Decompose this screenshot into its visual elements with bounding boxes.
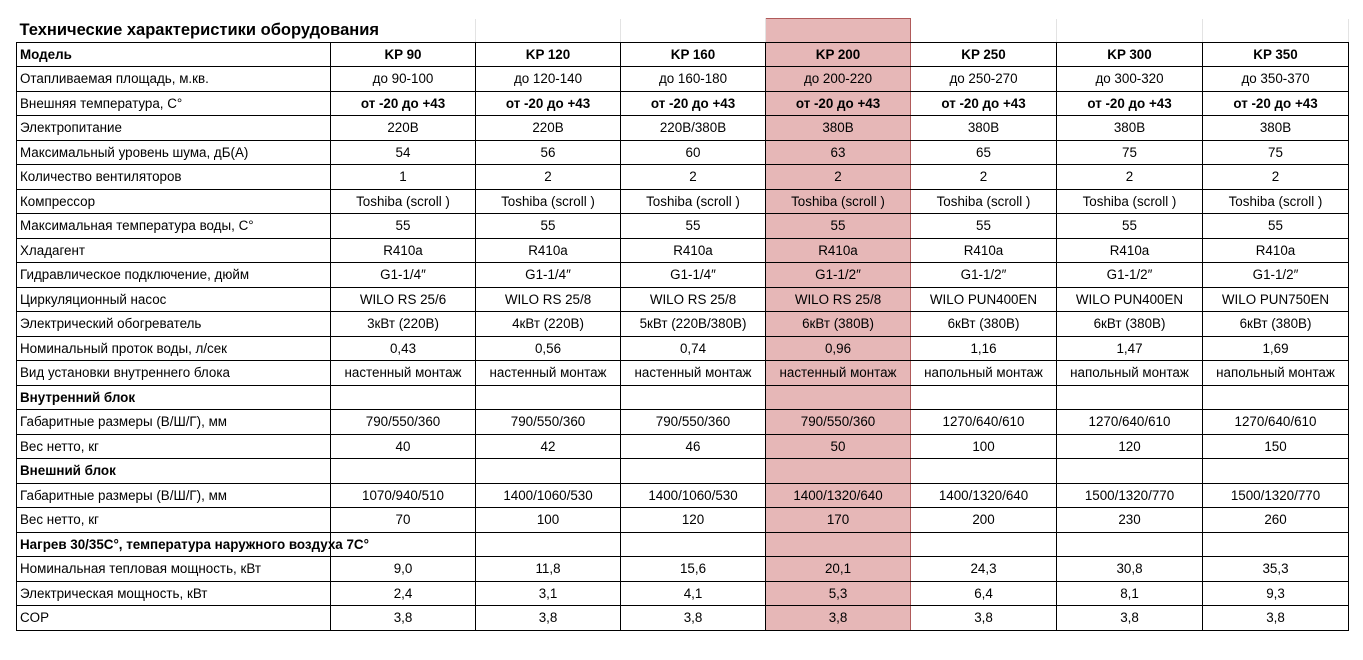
table-cell: 75 xyxy=(1057,140,1203,165)
row-label: Габаритные размеры (В/Ш/Г), мм xyxy=(17,483,331,508)
row-label: Электрическая мощность, кВт xyxy=(17,581,331,606)
empty-cell xyxy=(766,385,911,410)
table-cell: 260 xyxy=(1203,508,1349,533)
title-row xyxy=(17,19,1349,43)
empty-cell xyxy=(1057,19,1203,43)
empty-cell xyxy=(621,532,766,557)
table-cell: 6кВт (380В) xyxy=(1057,312,1203,337)
table-cell: до 200-220 xyxy=(766,67,911,92)
row-label: Вид установки внутреннего блока xyxy=(17,361,331,386)
table-cell: Toshiba (scroll ) xyxy=(1203,189,1349,214)
model-header-kp-350: KP 350 xyxy=(1203,42,1349,67)
table-cell: 220В xyxy=(476,116,621,141)
table-cell: 790/550/360 xyxy=(331,410,476,435)
empty-cell xyxy=(331,459,476,484)
table-cell: Toshiba (scroll ) xyxy=(621,189,766,214)
table-cell: напольный монтаж xyxy=(1203,361,1349,386)
empty-cell xyxy=(911,532,1057,557)
table-cell: G1-1/4″ xyxy=(476,263,621,288)
table-cell: настенный монтаж xyxy=(766,361,911,386)
row-label: Вес нетто, кг xyxy=(17,508,331,533)
row-label: Компрессор xyxy=(17,189,331,214)
table-cell: 230 xyxy=(1057,508,1203,533)
table-cell: 46 xyxy=(621,434,766,459)
empty-cell xyxy=(911,19,1057,43)
empty-cell xyxy=(476,459,621,484)
empty-cell xyxy=(1203,532,1349,557)
table-cell: WILO RS 25/8 xyxy=(621,287,766,312)
model-header-kp-250: KP 250 xyxy=(911,42,1057,67)
table-cell: 1270/640/610 xyxy=(1057,410,1203,435)
table-cell: 65 xyxy=(911,140,1057,165)
table-cell: от -20 до +43 xyxy=(1203,91,1349,116)
table-cell: 55 xyxy=(621,214,766,239)
empty-cell xyxy=(911,385,1057,410)
empty-cell xyxy=(621,19,766,43)
table-cell: 1270/640/610 xyxy=(1203,410,1349,435)
table-cell: настенный монтаж xyxy=(476,361,621,386)
table-cell: 3,8 xyxy=(476,606,621,631)
table-cell: R410a xyxy=(1057,238,1203,263)
table-cell: 20,1 xyxy=(766,557,911,582)
empty-cell xyxy=(1203,459,1349,484)
table-cell: R410a xyxy=(766,238,911,263)
table-cell: Toshiba (scroll ) xyxy=(766,189,911,214)
table-cell: 1500/1320/770 xyxy=(1057,483,1203,508)
row-label: Габаритные размеры (В/Ш/Г), мм xyxy=(17,410,331,435)
table-cell: 55 xyxy=(331,214,476,239)
table-cell: 56 xyxy=(476,140,621,165)
row-label: Номинальный проток воды, л/сек xyxy=(17,336,331,361)
table-cell: 1400/1320/640 xyxy=(766,483,911,508)
table-cell: 0,74 xyxy=(621,336,766,361)
header-label: Модель xyxy=(17,42,331,67)
table-cell: 55 xyxy=(911,214,1057,239)
empty-cell xyxy=(766,19,911,43)
table-cell: 1500/1320/770 xyxy=(1203,483,1349,508)
table-cell: 4,1 xyxy=(621,581,766,606)
empty-cell xyxy=(911,459,1057,484)
table-cell: 380В xyxy=(911,116,1057,141)
table-cell: G1-1/2″ xyxy=(1057,263,1203,288)
table-row xyxy=(17,434,1349,459)
table-cell: 170 xyxy=(766,508,911,533)
empty-cell xyxy=(766,532,911,557)
table-cell: 6,4 xyxy=(911,581,1057,606)
table-cell: 30,8 xyxy=(1057,557,1203,582)
table-cell: G1-1/2″ xyxy=(1203,263,1349,288)
table-cell: R410a xyxy=(476,238,621,263)
row-label: Электропитание xyxy=(17,116,331,141)
row-label: Циркуляционный насос xyxy=(17,287,331,312)
table-cell: G1-1/4″ xyxy=(331,263,476,288)
table-cell: 790/550/360 xyxy=(766,410,911,435)
empty-cell xyxy=(1057,532,1203,557)
table-row xyxy=(17,508,1349,533)
table-cell: до 300-320 xyxy=(1057,67,1203,92)
table-cell: от -20 до +43 xyxy=(911,91,1057,116)
table-cell: напольный монтаж xyxy=(911,361,1057,386)
table-cell: 50 xyxy=(766,434,911,459)
table-cell: 0,56 xyxy=(476,336,621,361)
table-cell: G1-1/4″ xyxy=(621,263,766,288)
table-row xyxy=(17,483,1349,508)
empty-cell xyxy=(1203,19,1349,43)
table-cell: 1,69 xyxy=(1203,336,1349,361)
table-row xyxy=(17,116,1349,141)
table-cell: 6кВт (380В) xyxy=(911,312,1057,337)
table-cell: 1 xyxy=(331,165,476,190)
row-label: COP xyxy=(17,606,331,631)
table-row xyxy=(17,361,1349,386)
empty-cell xyxy=(1203,385,1349,410)
table-cell: 60 xyxy=(621,140,766,165)
table-cell: 200 xyxy=(911,508,1057,533)
table-cell: 40 xyxy=(331,434,476,459)
table-cell: 0,43 xyxy=(331,336,476,361)
table-cell: 1270/640/610 xyxy=(911,410,1057,435)
table-cell: 8,1 xyxy=(1057,581,1203,606)
table-cell: 5,3 xyxy=(766,581,911,606)
table-cell: Toshiba (scroll ) xyxy=(331,189,476,214)
table-cell: 75 xyxy=(1203,140,1349,165)
section-label: Внутренний блок xyxy=(17,385,331,410)
table-cell: 3кВт (220В) xyxy=(331,312,476,337)
empty-cell xyxy=(476,385,621,410)
table-cell: до 90-100 xyxy=(331,67,476,92)
table-cell: 3,8 xyxy=(1203,606,1349,631)
section-label: Нагрев 30/35С°, температура наружного воздуха 7С° xyxy=(17,532,331,557)
table-cell: 220В/380В xyxy=(621,116,766,141)
table-row xyxy=(17,140,1349,165)
table-cell: 6кВт (380В) xyxy=(1203,312,1349,337)
table-cell: 1070/940/510 xyxy=(331,483,476,508)
row-label: Гидравлическое подключение, дюйм xyxy=(17,263,331,288)
empty-cell xyxy=(1057,385,1203,410)
table-cell: Toshiba (scroll ) xyxy=(476,189,621,214)
empty-cell xyxy=(621,385,766,410)
table-cell: 63 xyxy=(766,140,911,165)
table-cell: 55 xyxy=(1203,214,1349,239)
section-row xyxy=(17,459,1349,484)
section-label: Внешний блок xyxy=(17,459,331,484)
table-cell: 1400/1320/640 xyxy=(911,483,1057,508)
table-cell: от -20 до +43 xyxy=(621,91,766,116)
row-label: Количество вентиляторов xyxy=(17,165,331,190)
table-cell: 220В xyxy=(331,116,476,141)
table-cell: WILO PUN400EN xyxy=(1057,287,1203,312)
row-label: Отапливаемая площадь, м.кв. xyxy=(17,67,331,92)
table-cell: R410a xyxy=(911,238,1057,263)
row-label: Вес нетто, кг xyxy=(17,434,331,459)
table-cell: 3,8 xyxy=(331,606,476,631)
row-label: Электрический обогреватель xyxy=(17,312,331,337)
table-cell: 150 xyxy=(1203,434,1349,459)
row-label: Хладагент xyxy=(17,238,331,263)
table-row xyxy=(17,581,1349,606)
table-cell: 5кВт (220В/380В) xyxy=(621,312,766,337)
table-cell: 6кВт (380В) xyxy=(766,312,911,337)
table-cell: 2 xyxy=(766,165,911,190)
table-cell: 35,3 xyxy=(1203,557,1349,582)
table-row xyxy=(17,410,1349,435)
table-cell: от -20 до +43 xyxy=(331,91,476,116)
table-cell: 42 xyxy=(476,434,621,459)
table-cell: 1,47 xyxy=(1057,336,1203,361)
table-cell: WILO PUN400EN xyxy=(911,287,1057,312)
table-cell: WILO RS 25/8 xyxy=(476,287,621,312)
empty-cell xyxy=(331,385,476,410)
table-cell: WILO RS 25/8 xyxy=(766,287,911,312)
table-cell: 9,3 xyxy=(1203,581,1349,606)
table-cell: до 160-180 xyxy=(621,67,766,92)
table-cell: WILO RS 25/6 xyxy=(331,287,476,312)
header-row xyxy=(17,42,1349,67)
table-cell: до 350-370 xyxy=(1203,67,1349,92)
table-cell: 3,8 xyxy=(621,606,766,631)
table-cell: 120 xyxy=(1057,434,1203,459)
table-cell: 100 xyxy=(911,434,1057,459)
table-cell: 380В xyxy=(1203,116,1349,141)
table-cell: 100 xyxy=(476,508,621,533)
table-cell: 2 xyxy=(1057,165,1203,190)
table-cell: 2 xyxy=(621,165,766,190)
table-cell: 790/550/360 xyxy=(621,410,766,435)
table-cell: R410a xyxy=(331,238,476,263)
table-row xyxy=(17,214,1349,239)
empty-cell xyxy=(1057,459,1203,484)
section-row xyxy=(17,532,1349,557)
empty-cell xyxy=(476,19,621,43)
table-row xyxy=(17,238,1349,263)
table-cell: 380В xyxy=(766,116,911,141)
table-cell: 4кВт (220В) xyxy=(476,312,621,337)
row-label: Максимальный уровень шума, дБ(А) xyxy=(17,140,331,165)
table-cell: 55 xyxy=(476,214,621,239)
table-cell: Toshiba (scroll ) xyxy=(1057,189,1203,214)
table-cell: 2 xyxy=(911,165,1057,190)
table-cell: 55 xyxy=(766,214,911,239)
table-cell: 70 xyxy=(331,508,476,533)
table-cell: настенный монтаж xyxy=(621,361,766,386)
table-row xyxy=(17,263,1349,288)
table-row xyxy=(17,312,1349,337)
table-cell: 2,4 xyxy=(331,581,476,606)
table-cell: от -20 до +43 xyxy=(1057,91,1203,116)
table-cell: 1400/1060/530 xyxy=(476,483,621,508)
table-row xyxy=(17,557,1349,582)
page-title: Технические характеристики оборудования xyxy=(17,19,331,43)
table-cell: до 250-270 xyxy=(911,67,1057,92)
table-cell: 3,8 xyxy=(911,606,1057,631)
table-cell: 1400/1060/530 xyxy=(621,483,766,508)
table-cell: G1-1/2″ xyxy=(911,263,1057,288)
model-header-kp-120: KP 120 xyxy=(476,42,621,67)
table-row xyxy=(17,189,1349,214)
table-cell: напольный монтаж xyxy=(1057,361,1203,386)
model-header-kp-200: KP 200 xyxy=(766,42,911,67)
row-label: Номинальная тепловая мощность, кВт xyxy=(17,557,331,582)
model-header-kp-300: KP 300 xyxy=(1057,42,1203,67)
empty-cell xyxy=(766,459,911,484)
table-cell: от -20 до +43 xyxy=(766,91,911,116)
table-cell: R410a xyxy=(621,238,766,263)
row-label: Внешняя температура, С° xyxy=(17,91,331,116)
table-cell: настенный монтаж xyxy=(331,361,476,386)
table-cell: 3,8 xyxy=(1057,606,1203,631)
table-cell: до 120-140 xyxy=(476,67,621,92)
table-row xyxy=(17,67,1349,92)
table-cell: 55 xyxy=(1057,214,1203,239)
table-row xyxy=(17,91,1349,116)
table-cell: 9,0 xyxy=(331,557,476,582)
table-row xyxy=(17,336,1349,361)
table-cell: R410a xyxy=(1203,238,1349,263)
spec-table xyxy=(16,18,1349,631)
table-cell: от -20 до +43 xyxy=(476,91,621,116)
empty-cell xyxy=(621,459,766,484)
row-label: Максимальная температура воды, С° xyxy=(17,214,331,239)
table-cell: WILO PUN750EN xyxy=(1203,287,1349,312)
table-cell: 0,96 xyxy=(766,336,911,361)
table-cell: 11,8 xyxy=(476,557,621,582)
table-cell: 790/550/360 xyxy=(476,410,621,435)
table-cell: G1-1/2″ xyxy=(766,263,911,288)
table-cell: 15,6 xyxy=(621,557,766,582)
table-cell: 24,3 xyxy=(911,557,1057,582)
model-header-kp-90: KP 90 xyxy=(331,42,476,67)
spec-table-body xyxy=(17,19,1349,631)
section-row xyxy=(17,385,1349,410)
table-row xyxy=(17,606,1349,631)
table-cell: 2 xyxy=(476,165,621,190)
table-row xyxy=(17,165,1349,190)
table-cell: 2 xyxy=(1203,165,1349,190)
empty-cell xyxy=(476,532,621,557)
table-cell: 3,1 xyxy=(476,581,621,606)
table-cell: 3,8 xyxy=(766,606,911,631)
model-header-kp-160: KP 160 xyxy=(621,42,766,67)
table-cell: 120 xyxy=(621,508,766,533)
table-cell: 1,16 xyxy=(911,336,1057,361)
table-cell: 380В xyxy=(1057,116,1203,141)
table-cell: Toshiba (scroll ) xyxy=(911,189,1057,214)
table-cell: 54 xyxy=(331,140,476,165)
table-row xyxy=(17,287,1349,312)
